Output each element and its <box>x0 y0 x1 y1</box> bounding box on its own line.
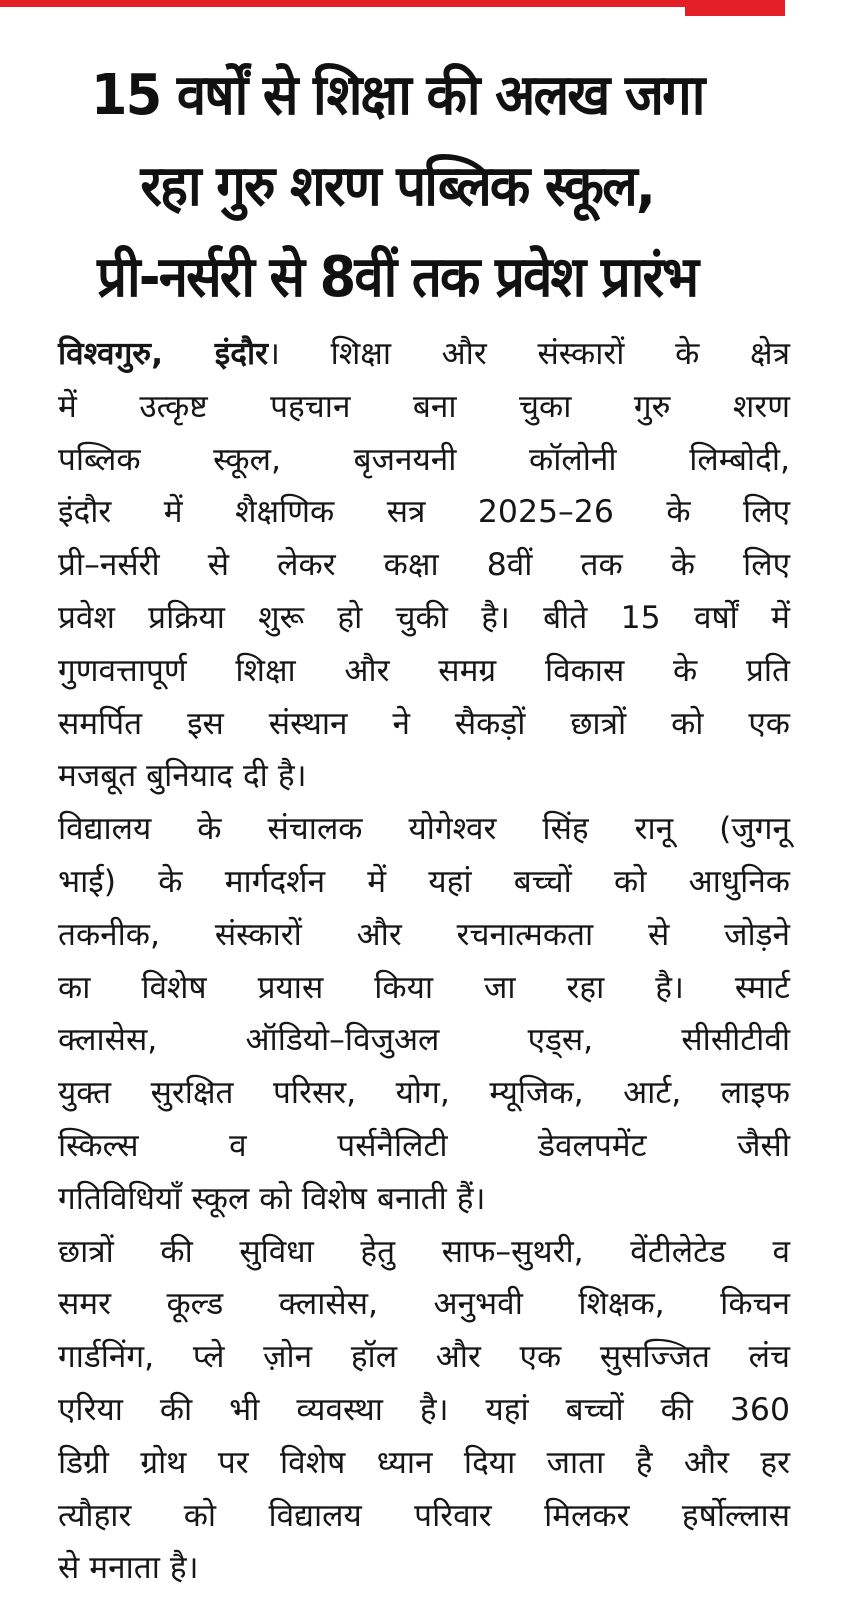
article-body <box>58 328 790 1595</box>
paragraph-line: गतिविधियाँ स्कूल को विशेष बनाती हैं। <box>58 1180 486 1217</box>
paragraph-line: विद्यालय के संचालक योगेश्वर सिंह रानू (जुगनू <box>58 811 790 848</box>
paragraph-1 <box>58 328 790 803</box>
paragraph-line: प्रवेश प्रक्रिया शुरू हो चुकी है। बीते 15 वर्षों में <box>58 599 790 636</box>
paragraph-line: युक्त सुरक्षित परिसर, योग, म्यूजिक, आर्ट, लाइफ <box>58 1075 790 1112</box>
dateline: विश्वगुरु, इंदौर <box>58 336 269 372</box>
paragraph-line: प्री–नर्सरी से लेकर कक्षा 8वीं तक के लिए <box>58 547 790 584</box>
paragraph-line: इंदौर में शैक्षणिक सत्र 2025–26 के लिए <box>58 494 790 531</box>
top-red-accent <box>685 0 785 16</box>
paragraph-line: गुणवत्तापूर्ण शिक्षा और समग्र विकास के प्रति <box>58 652 790 689</box>
paragraph-line: में उत्कृष्ट पहचान बना चुका गुरु शरण <box>58 388 790 425</box>
top-red-rule <box>0 0 685 7</box>
paragraph-line: तकनीक, संस्कारों और रचनात्मकता से जोड़ने <box>58 916 790 953</box>
headline-line-2: रहा गुरु शरण पब्लिक स्कूल, <box>140 154 654 219</box>
headline-line-1: 15 वर्षों से शिक्षा की अलख जगा <box>90 63 704 128</box>
paragraph-line-text: । शिक्षा और संस्कारों के क्षेत्र <box>268 336 790 372</box>
paragraph-line <box>58 328 790 381</box>
paragraph-line: क्लासेस, ऑडियो–विजुअल एड्स, सीसीटीवी <box>58 1022 790 1059</box>
paragraph-line: गार्डनिंग, प्ले ज़ोन हॉल और एक सुसज्जित लंच <box>58 1339 790 1376</box>
paragraph-line: का विशेष प्रयास किया जा रहा है। स्मार्ट <box>58 969 790 1006</box>
paragraph-line: डिग्री ग्रोथ पर विशेष ध्यान दिया जाता है और हर <box>58 1444 790 1481</box>
paragraph-line: छात्रों की सुविधा हेतु साफ–सुथरी, वेंटीलेटेड व <box>58 1233 790 1270</box>
paragraph-line: स्किल्स व पर्सनैलिटी डेवलपमेंट जैसी <box>58 1127 790 1164</box>
paragraph-line: समर कूल्ड क्लासेस, अनुभवी शिक्षक, किचन <box>58 1286 790 1323</box>
paragraph-line: भाई) के मार्गदर्शन में यहां बच्चों को आधुनिक <box>58 863 790 900</box>
paragraph-line: से मनाता है। <box>58 1550 199 1587</box>
paragraph-line: त्यौहार को विद्यालय परिवार मिलकर हर्षोल्लास <box>58 1497 790 1534</box>
headline <box>40 50 754 323</box>
paragraph-line: समर्पित इस संस्थान ने सैकड़ों छात्रों को एक <box>58 705 790 742</box>
paragraph-line: पब्लिक स्कूल, बृजनयनी कॉलोनी लिम्बोदी, <box>58 441 790 478</box>
paragraph-line: एरिया की भी व्यवस्था है। यहां बच्चों की 360 <box>58 1391 790 1428</box>
paragraph-3 <box>58 1226 790 1596</box>
paragraph-2 <box>58 803 790 1225</box>
paragraph-line: मजबूत बुनियाद दी है। <box>58 758 307 795</box>
headline-line-3: प्री-नर्सरी से 8वीं तक प्रवेश प्रारंभ <box>97 245 698 310</box>
